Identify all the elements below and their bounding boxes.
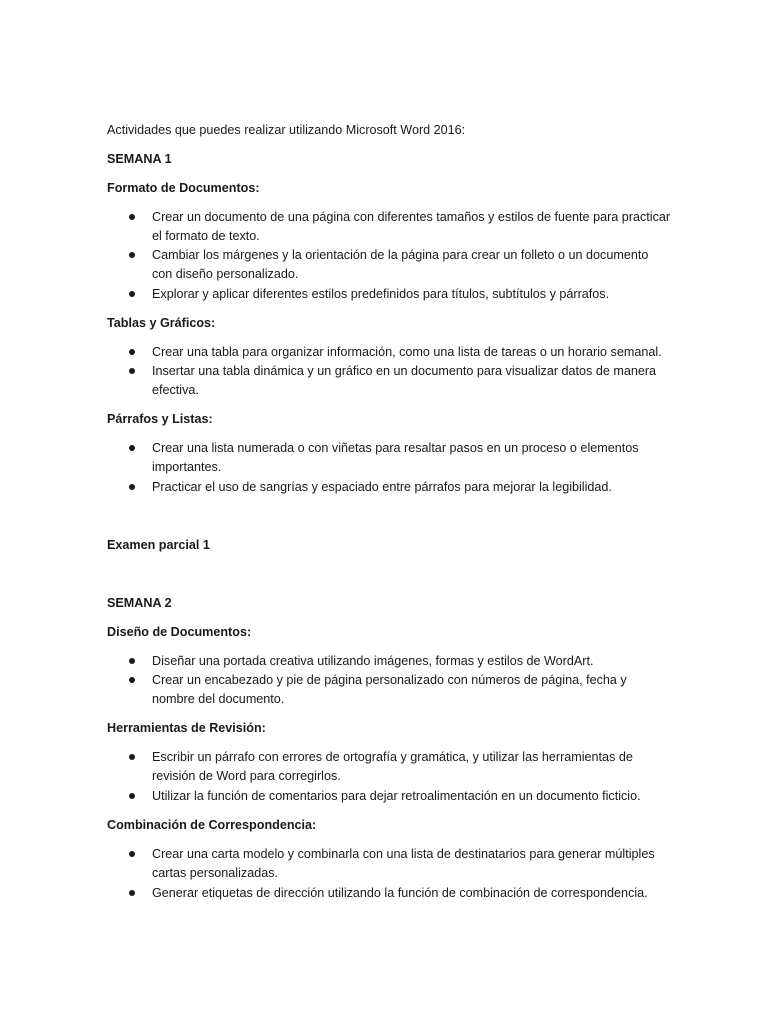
bullet-icon bbox=[129, 445, 135, 451]
section-heading: Tablas y Gráficos: bbox=[107, 316, 216, 330]
list-item: Practicar el uso de sangrías y espaciado entre párrafos para mejorar la legibilidad. bbox=[152, 480, 612, 494]
intro-line: Actividades que puedes realizar utilizando Microsoft Word 2016: bbox=[107, 123, 466, 137]
week2-title: SEMANA 2 bbox=[107, 596, 172, 610]
list-item: Crear una tabla para organizar información, como una lista de tareas o un horario semanal. bbox=[152, 345, 662, 359]
list-item: Cambiar los márgenes y la orientación de la página para crear un folleto o un documento con diseño personalizado. bbox=[152, 248, 649, 281]
bullet-icon bbox=[129, 214, 135, 220]
list-item: Crear una lista numerada o con viñetas para resaltar pasos en un proceso o elementos importantes. bbox=[152, 441, 639, 474]
bullet-icon bbox=[129, 793, 135, 799]
bullet-icon bbox=[129, 368, 135, 374]
list-item: Escribir un párrafo con errores de ortografía y gramática, y utilizar las herramientas de revisión de Word para corregirlos. bbox=[152, 750, 633, 783]
list-item: Insertar una tabla dinámica y un gráfico en un documento para visualizar datos de manera efectiva. bbox=[152, 364, 657, 397]
section-heading: Herramientas de Revisión: bbox=[107, 721, 266, 735]
bullet-icon bbox=[129, 349, 135, 355]
bullet-icon bbox=[129, 890, 135, 896]
list-item: Diseñar una portada creativa utilizando imágenes, formas y estilos de WordArt. bbox=[152, 654, 594, 668]
list-item: Crear un documento de una página con diferentes tamaños y estilos de fuente para practicar el formato de texto. bbox=[152, 210, 671, 243]
bullet-icon bbox=[129, 252, 135, 258]
section-heading: Párrafos y Listas: bbox=[107, 412, 213, 426]
bullet-icon bbox=[129, 851, 135, 857]
section-heading: Diseño de Documentos: bbox=[107, 625, 252, 639]
section-heading: Combinación de Correspondencia: bbox=[107, 818, 317, 832]
list-item: Generar etiquetas de dirección utilizando la función de combinación de correspondencia. bbox=[152, 886, 648, 900]
bullet-icon bbox=[129, 658, 135, 664]
list-item: Utilizar la función de comentarios para dejar retroalimentación en un documento ficticio. bbox=[152, 789, 641, 803]
week1-title: SEMANA 1 bbox=[107, 152, 172, 166]
list-item: Crear una carta modelo y combinarla con una lista de destinatarios para generar múltiples cartas personalizadas. bbox=[152, 847, 655, 880]
exam-label: Examen parcial 1 bbox=[107, 538, 210, 552]
section-heading: Formato de Documentos: bbox=[107, 181, 260, 195]
bullet-icon bbox=[129, 484, 135, 490]
bullet-icon bbox=[129, 291, 135, 297]
list-item: Crear un encabezado y pie de página personalizado con números de página, fecha y nombre del documento. bbox=[152, 673, 627, 706]
bullet-icon bbox=[129, 677, 135, 683]
list-item: Explorar y aplicar diferentes estilos predefinidos para títulos, subtítulos y párrafos. bbox=[152, 287, 610, 301]
bullet-icon bbox=[129, 754, 135, 760]
